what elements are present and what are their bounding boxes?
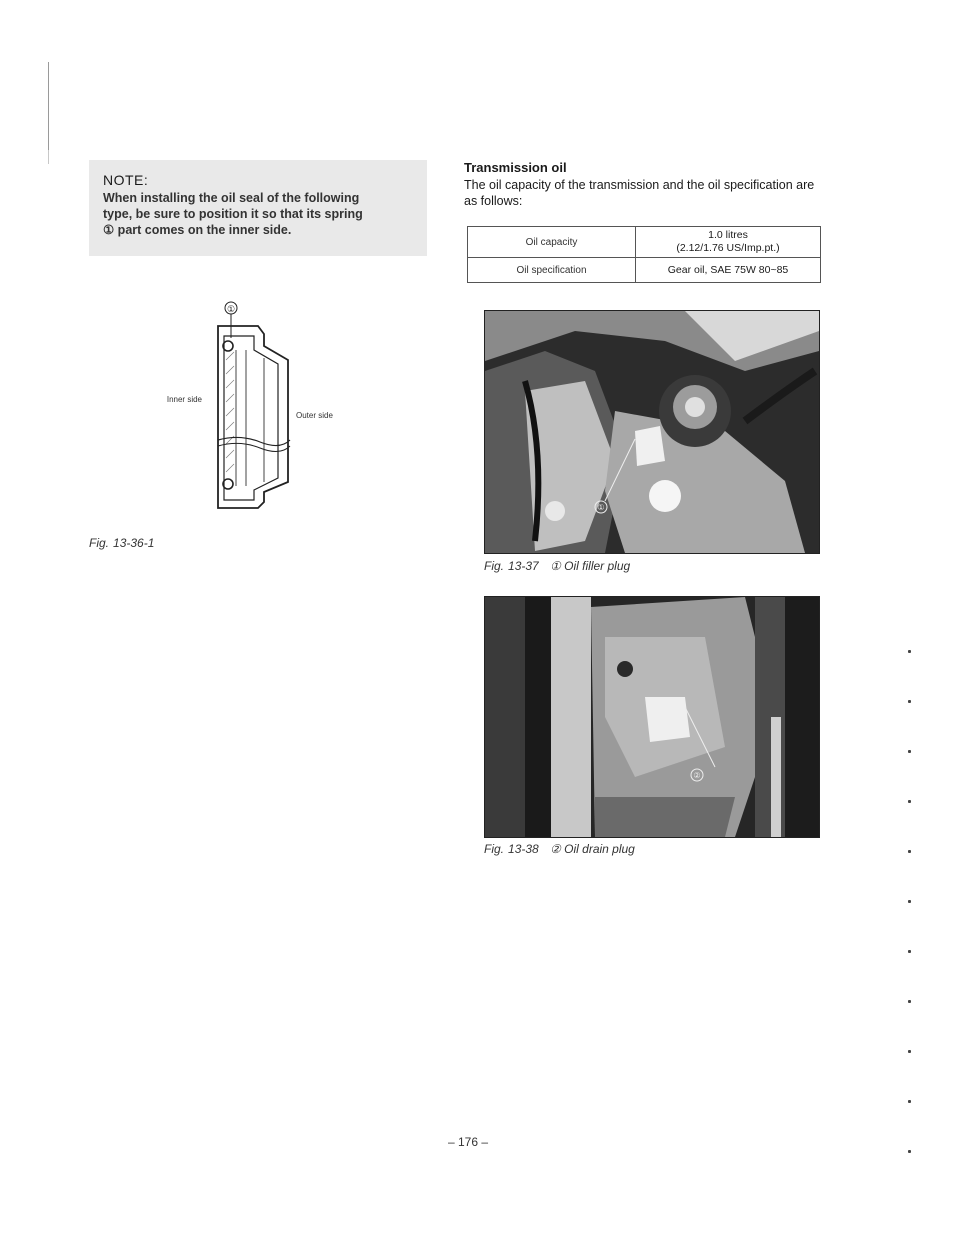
note-line-3: ① part comes on the inner side. — [103, 223, 292, 237]
fig-number: 13-38 — [508, 842, 539, 856]
note-box — [89, 160, 427, 256]
outer-side-label: Outer side — [296, 411, 333, 420]
fig-caption-text: ② Oil drain plug — [550, 842, 635, 856]
oil-filler-photo — [484, 310, 820, 554]
note-body — [103, 190, 413, 238]
value-line-2: (2.12/1.76 US/Imp.pt.) — [676, 242, 780, 254]
fig-label: Fig. — [89, 536, 110, 550]
fig-13-38-caption — [484, 842, 635, 856]
oil-seal-diagram — [140, 290, 400, 520]
fig-number: 13-37 — [508, 559, 539, 573]
note-line-1: When installing the oil seal of the following — [103, 191, 360, 205]
table-cell-value: Gear oil, SAE 75W 80~85 — [636, 258, 821, 283]
drain-plug-callout: ② — [693, 771, 701, 780]
page-number: – 176 – — [448, 1135, 489, 1149]
oil-drain-photo-image — [485, 597, 819, 837]
table-cell-value — [636, 227, 821, 258]
note-title: NOTE: — [103, 172, 149, 188]
oil-drain-photo — [484, 596, 820, 838]
oil-seal-drawing — [140, 290, 400, 520]
table-cell-label: Oil capacity — [468, 227, 636, 258]
fig-13-36-1-caption — [89, 536, 154, 550]
section-intro: The oil capacity of the transmission and the oil specification are as follows: — [464, 178, 815, 208]
binding-line — [48, 62, 49, 162]
value-line-1: 1.0 litres — [708, 229, 748, 241]
fig-13-37-caption — [484, 559, 630, 573]
binding-tick — [48, 150, 49, 164]
table-cell-label: Oil specification — [468, 258, 636, 283]
fig-caption-text: ① Oil filler plug — [550, 559, 631, 573]
spec-table — [467, 226, 821, 283]
inner-side-label: Inner side — [166, 395, 202, 404]
table-row — [468, 258, 821, 283]
note-line-2: type, be sure to position it so that its spring — [103, 207, 363, 221]
table-row — [468, 227, 821, 258]
section-heading: Transmission oil — [464, 160, 567, 175]
fig-label: Fig. — [484, 559, 505, 573]
seal-callout: ① — [226, 304, 236, 314]
fig-label: Fig. — [484, 842, 505, 856]
fig-number: 13-36-1 — [113, 536, 155, 550]
oil-filler-photo-image — [485, 311, 819, 553]
filler-plug-callout: ① — [597, 503, 605, 512]
